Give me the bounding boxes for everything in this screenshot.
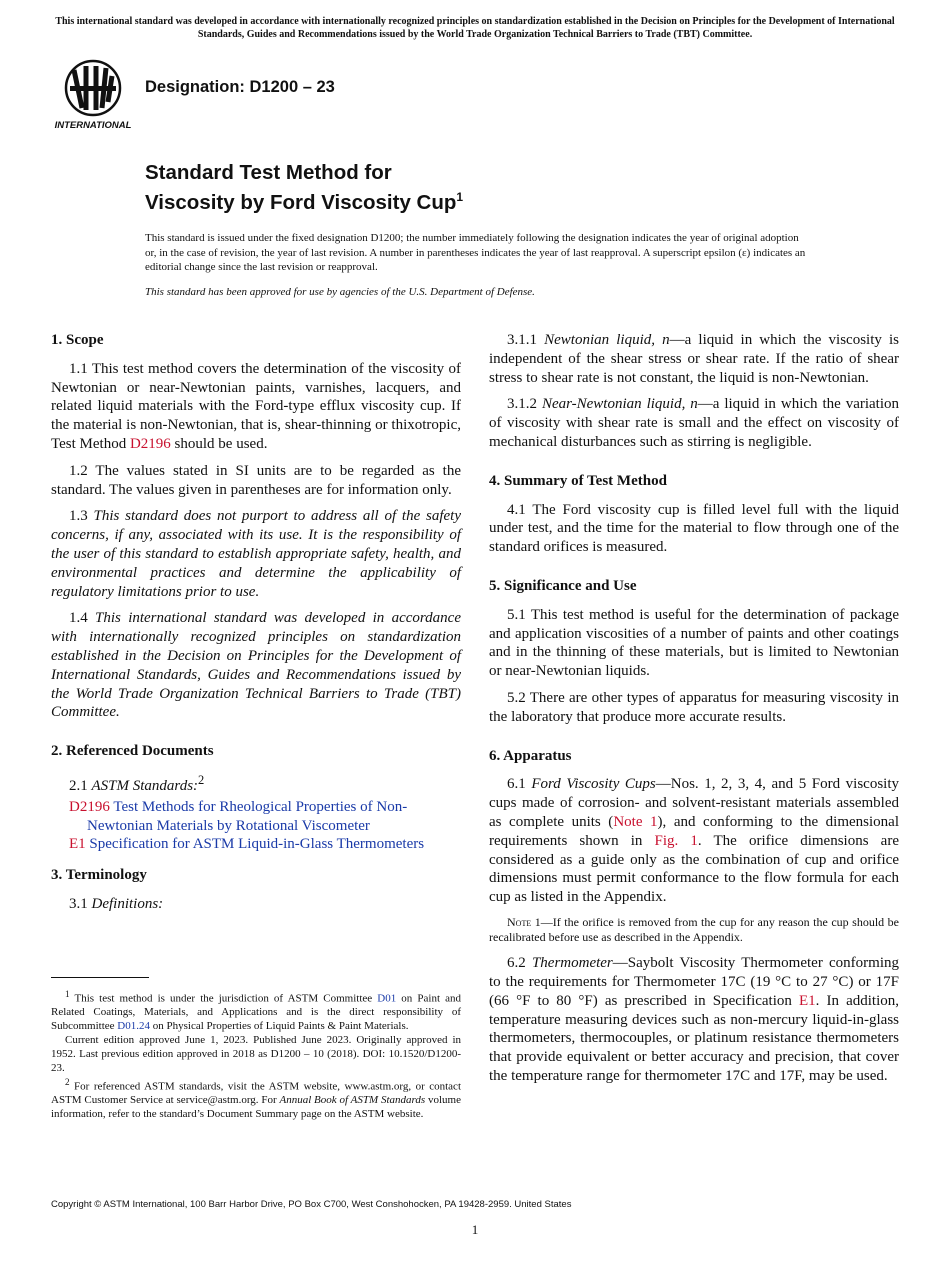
- term-ford-viscosity-cups: Ford Viscosity Cups: [531, 776, 656, 793]
- para-3-1: [51, 895, 461, 914]
- footnote-1-mark: 1: [65, 989, 70, 999]
- title-line-1: Standard Test Method for: [145, 161, 392, 184]
- footnote-1-edition: Current edition approved June 1, 2023. Published June 2023. Originally approved in 1952. Last previous edition approved in 2018 as D1200 – 10 (2018). DOI: 10.1520/D1200-23.: [51, 1034, 461, 1074]
- ref-e1-title[interactable]: Specification for ASTM Liquid-in-Glass Thermometers: [89, 836, 425, 853]
- link-subcommittee-d01-24[interactable]: D01.24: [117, 1019, 150, 1032]
- issued-statement: This standard is issued under the fixed designation D1200; the number immediately following the designation indicates the year of original adoption or, in the case of revision, the year of last revision. A number in parentheses indicates the year of last reapproval. A superscript epsilon (ε) indicates an editorial change since the last revision or reapproval.: [145, 232, 806, 274]
- para-1-1-text: 1.1 This test method covers the determination of the viscosity of Newtonian or near-Newtonian paints, varnishes, lacquers, and related liquid materials with the Ford-type efflux viscosity cup. If the material is non-Newtonian, that is, shear-thinning or thixotropic, Test Method: [51, 360, 461, 452]
- para-3-1-2-text: —a liquid in which the variation of viscosity with shear rate is small and the effect on viscosity of mechanical disturbances such as stirring is negligible.: [489, 396, 900, 450]
- designation: Designation: D1200 – 23: [145, 78, 335, 96]
- para-6-1-text-a: —Nos. 1, 2, 3, 4, and 5 Ford viscosity cups made of corrosion- and solvent-resistant materials assembled as complete units (: [489, 776, 900, 830]
- section-heading-terminology: 3. Terminology: [51, 867, 147, 884]
- para-1-3-text: This standard does not purport to address all of the safety concerns, if any, associated with its use. It is the responsibility of the user of this standard to establish appropriate safety, health, and environmental practices and determine the applicability of regulatory limitations prior to use.: [51, 508, 462, 600]
- footnotes: [51, 988, 461, 1123]
- page-title: [145, 160, 463, 215]
- footnote-1-text-c: on Physical Properties of Liquid Paints & Paint Materials.: [150, 1019, 409, 1032]
- para-6-1-text-b: ), and conforming to the dimensional requirements shown in: [489, 813, 900, 849]
- para-2-1-text: ASTM Standards:: [91, 777, 199, 794]
- note-1-text: —If the orifice is removed from the cup for any reason the cup should be recalibrated before use as described in the Appendix.: [489, 914, 900, 944]
- logo-wordmark: INTERNATIONAL: [54, 120, 132, 131]
- footnote-mark-2: 2: [198, 772, 205, 787]
- note-1-label: Note 1: [507, 914, 541, 929]
- footnote-2-text-b: volume information, refer to the standard’s Document Summary page on the ASTM website.: [51, 1094, 461, 1121]
- para-6-2-num: 6.2: [507, 955, 532, 972]
- para-5-1: 5.1 This test method is useful for the determination of package and application viscosities of a number of paints and other coatings and in the thinning of these materials, but is limited to Newtonian or near-Newtonian liquids.: [489, 606, 899, 680]
- footnote-2: [51, 1076, 461, 1121]
- para-2-1: [51, 771, 461, 796]
- para-1-1: [51, 360, 461, 454]
- para-1-4: [51, 609, 461, 722]
- footnote-divider: [51, 977, 149, 978]
- tbt-notice: This international standard was developed in accordance with internationally recognized principles on standardization established in the Decision on Principles for the Development of International Standards, Guides and Recommendations issued by the World Trade Organization Technical Barriers to Trade (TBT) Committee.: [55, 16, 895, 40]
- para-6-2: [489, 954, 899, 1086]
- title-line-2: [145, 185, 463, 215]
- para-1-3-num: 1.3: [69, 508, 94, 525]
- para-3-1-num: 3.1: [69, 895, 92, 912]
- para-3-1-1: [489, 331, 899, 387]
- section-heading-significance: 5. Significance and Use: [489, 577, 637, 594]
- section-heading-scope: 1. Scope: [51, 332, 104, 348]
- astm-logo-icon: [52, 58, 134, 132]
- para-6-2-text-b: . In addition, temperature measuring devices such as non-mercury liquid-in-glass thermometers, thermocouples, or platinum resistance thermometers that provide equivalent or better accuracy and precision, that cover the temperature range for thermometer 17C and 17F, may be used.: [489, 992, 900, 1084]
- para-6-1-text-c: . The orifice dimensions are considered as a guide only as the combination of cup and orifice dimensions must permit conformance to the flow formula for each cup as listed in the Appendix.: [489, 832, 899, 906]
- section-heading-summary: 4. Summary of Test Method: [489, 472, 667, 489]
- footnote-1-text-a: This test method is under the jurisdiction of ASTM Committee: [69, 992, 378, 1005]
- para-6-1: [489, 775, 899, 907]
- approval-statement: This standard has been approved for use by agencies of the U.S. Department of Defense.: [145, 286, 535, 298]
- right-column: [489, 331, 899, 1094]
- para-4-1: 4.1 The Ford viscosity cup is filled level full with the liquid under test, and the time for the material to flow through one of the standard orifices is measured.: [489, 501, 899, 556]
- para-3-1-2-num: 3.1.2: [507, 396, 542, 413]
- para-6-2-text-a: —Saybolt Viscosity Thermometer conforming to the requirements for Thermometer 17C (19 °C to 27 °C) or 17F (66 °F to 80 °F) as prescribed in Specification: [489, 955, 899, 1009]
- term-thermometer: Thermometer: [531, 955, 613, 972]
- para-3-1-1-text: —a liquid in which the viscosity is independent of the shear stress or shear rate. If the ratio of shear stress to shear rate is not constant, the liquid is non-Newtonian.: [489, 332, 899, 386]
- ref-d2196: [69, 798, 461, 836]
- footnote-2-book-title: Annual Book of ASTM Standards: [279, 1094, 426, 1107]
- link-note-1[interactable]: Note 1: [613, 813, 658, 830]
- link-e1[interactable]: E1: [798, 992, 816, 1009]
- footnote-2-text-a: For referenced ASTM standards, visit the ASTM website, www.astm.org, or contact ASTM Customer Service at service@astm.org. For: [51, 1080, 461, 1107]
- footnote-2-mark: 2: [65, 1077, 70, 1088]
- link-fig-1[interactable]: Fig. 1: [654, 832, 698, 849]
- section-heading-apparatus: 6. Apparatus: [489, 747, 572, 764]
- link-d2196[interactable]: D2196: [129, 435, 171, 452]
- note-1: [489, 915, 899, 944]
- term-newtonian-liquid: Newtonian liquid, n: [544, 332, 670, 348]
- para-1-4-num: 1.4: [69, 610, 96, 627]
- ref-d2196-title[interactable]: Test Methods for Rheological Properties of Non-Newtonian Materials by Rotational Viscometer: [87, 798, 408, 834]
- ref-e1: [69, 835, 461, 854]
- term-near-newtonian-liquid: Near-Newtonian liquid, n: [541, 396, 698, 413]
- ref-e1-code[interactable]: E1: [69, 836, 86, 853]
- link-committee-d01[interactable]: D01: [377, 992, 397, 1005]
- ref-d2196-code[interactable]: D2196: [69, 798, 110, 815]
- para-1-1-end: should be used.: [170, 435, 268, 452]
- page-number: 1: [471, 1222, 479, 1237]
- para-3-1-2: [489, 395, 899, 451]
- footnote-1: [51, 988, 461, 1033]
- para-3-1-text: Definitions:: [91, 895, 164, 912]
- copyright-line: Copyright © ASTM International, 100 Barr Harbor Drive, PO Box C700, West Conshohocken, PA 19428-2959. United States: [51, 1199, 572, 1210]
- para-1-4-text: This international standard was developed in accordance with internationally recognized principles on standardization established in the Decision on Principles for the Development of International Standards, Guides and Recommendations issued by the World Trade Organization Technical Barriers to Trade (TBT) Committee.: [51, 610, 461, 721]
- footnote-1-text-b: on Paint and Related Coatings, Materials, and Applications and is the direct responsibility of Subcommittee: [51, 992, 461, 1032]
- para-6-1-num: 6.1: [507, 776, 532, 793]
- para-2-1-num: 2.1: [69, 777, 92, 794]
- para-1-3: [51, 507, 461, 601]
- left-column: [51, 331, 461, 922]
- para-5-2: 5.2 There are other types of apparatus for measuring viscosity in the laboratory that produce more accurate results.: [489, 689, 899, 725]
- para-3-1-1-num: 3.1.1: [507, 332, 545, 348]
- title-line-2-text: Viscosity by Ford Viscosity Cup: [145, 190, 457, 214]
- title-footnote-mark: 1: [456, 190, 464, 204]
- section-heading-referenced-documents: 2. Referenced Documents: [51, 743, 214, 760]
- para-1-2: 1.2 The values stated in SI units are to be regarded as the standard. The values given in parentheses are for information only.: [51, 462, 461, 498]
